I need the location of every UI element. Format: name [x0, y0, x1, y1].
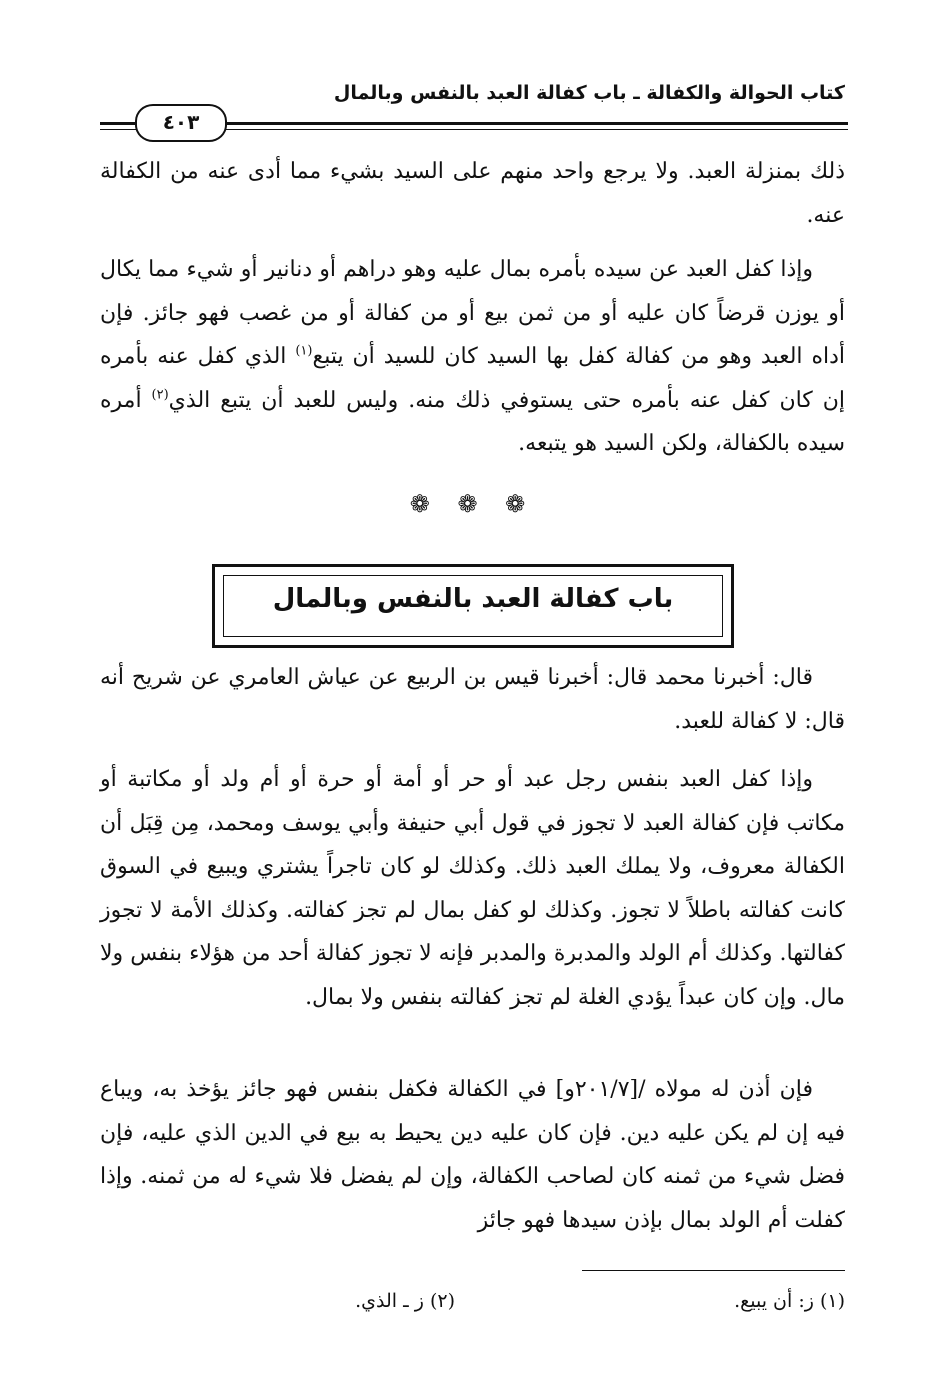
paragraph-5-text: فإن أذن له مولاه /[٢٠١/٧و] في الكفالة فكفل بنفس فهو جائز يؤخذ به، ويباع فيه إن لم يكن عليه دين. فإن كان عليه دين يحيط به بيع في الدين الذي عليه، فإن فضل شيء من ثمنه كان لصاحب الكفالة، وإن لم يفضل فلا شيء له من ثمنه. وإذا كفلت أم الولد بمال بإذن سيدها فهو جائز [100, 1077, 845, 1233]
paragraph-4-text: وإذا كفل العبد بنفس رجل عبد أو حر أو أمة أو حرة أو أم ولد أو مكاتبة أو مكاتب فإن كفالة العبد لا تجوز في قول أبي حنيفة وأبي يوسف ومحمد، مِن قِبَل أن الكفالة معروف، ولا يملك العبد ذلك. وكذلك لو كان تاجراً يشتري ويبيع في السوق كانت كفالته باطلاً لا تجوز. وكذلك لو كفل بمال لم تجز كفالته. وكذلك الأمة لا تجوز كفالتها. وكذلك أم الولد والمدبرة والمدبر فإنه لا تجوز كفالة أحد من هؤلاء بنفس ولا مال. وإن كان عبداً يؤدي الغلة لم تجز كفالته بنفس ولا بمال. [100, 767, 845, 1010]
chapter-title-box [212, 564, 734, 648]
paragraph-2-part-1: وإذا كفل العبد عن سيده بأمره بمال عليه وهو دراهم أو دنانير أو شيء مما يكال أو يوزن قرضاً كان عليه أو من ثمن بيع أو من كفالة أو من غصب فهو جائز. فإن أداه العبد وهو من كفالة كفل بها السيد كان للسيد أن يتبع [100, 257, 845, 369]
paragraph-2-part-3: أمره سيده بالكفالة، ولكن السيد هو يتبعه. [100, 387, 845, 456]
running-head-title: كتاب الحوالة والكفالة ـ باب كفالة العبد بالنفس وبالمال [333, 82, 845, 104]
page-number: ٤٠٣ [135, 104, 227, 142]
paragraph-3 [100, 656, 845, 743]
section-ornament: ❁ ❁ ❁ [409, 490, 536, 518]
footnote-ref-1[interactable]: (١) [295, 343, 313, 359]
paragraph-2-part-2: الذي كفل عنه بأمره إن كان كفل عنه بأمره حتى يستوفي ذلك منه. وليس للعبد أن يتبع الذي [100, 344, 845, 413]
footnote-ref-2[interactable]: (٢) [151, 387, 169, 403]
chapter-title: باب كفالة العبد بالنفس وبالمال [272, 584, 674, 614]
footnote-rule [582, 1270, 845, 1271]
paragraph-5 [100, 1068, 845, 1242]
paragraph-2 [100, 248, 845, 466]
footnote-1: (١) ز: أن يبيع. [734, 1290, 845, 1312]
footnote-2: (٢) ز ـ الذي. [355, 1290, 455, 1312]
paragraph-4 [100, 758, 845, 1019]
paragraph-1: ذلك بمنزلة العبد. ولا يرجع واحد منهم على السيد بشيء مما أدى عنه من الكفالة عنه. [100, 159, 845, 228]
paragraph-3-text: قال: أخبرنا محمد قال: أخبرنا قيس بن الربيع عن عياش العامري عن شريح أنه قال: لا كفالة للعبد. [100, 665, 845, 734]
